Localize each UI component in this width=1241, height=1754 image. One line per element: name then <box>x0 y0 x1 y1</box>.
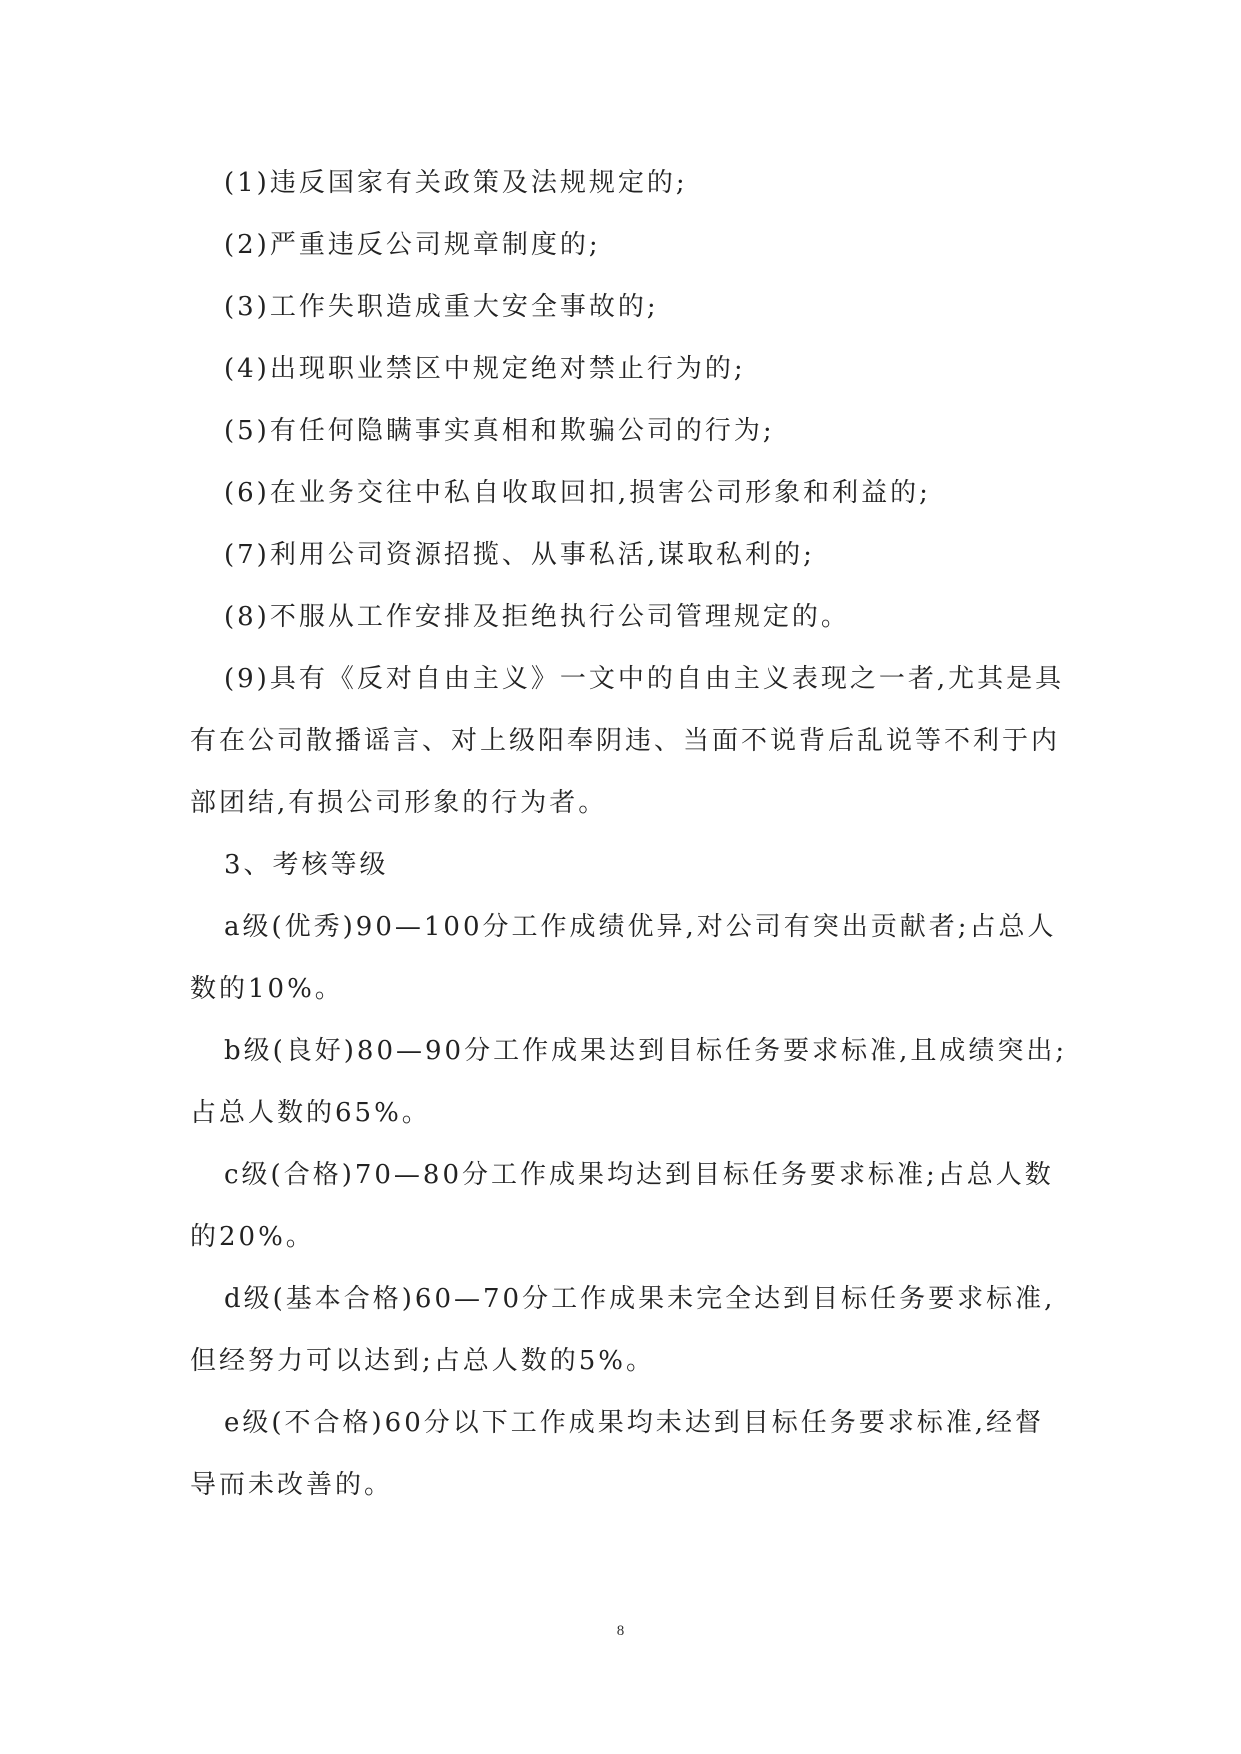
grade-d-paragraph: d级(基本合格)60—70分工作成果未完全达到目标任务要求标准,但经努力可以达到;占总人数的5%。 <box>190 1284 1056 1376</box>
document-body <box>190 152 1070 1516</box>
page-number: 8 <box>616 1623 625 1639</box>
grade-e-paragraph: e级(不合格)60分以下工作成果均未达到目标任务要求标准,经督导而未改善的。 <box>190 1408 1045 1500</box>
list-item-3: (3)工作失职造成重大安全事故的; <box>224 292 659 322</box>
list-item-2: (2)严重违反公司规章制度的; <box>224 230 601 260</box>
list-item-8: (8)不服从工作安排及拒绝执行公司管理规定的。 <box>224 602 850 632</box>
list-item-4: (4)出现职业禁区中规定绝对禁止行为的; <box>224 354 746 384</box>
list-item-5: (5)有任何隐瞒事实真相和欺骗公司的行为; <box>224 416 775 446</box>
grade-c-paragraph: c级(合格)70—80分工作成果均达到目标任务要求标准;占总人数的20%。 <box>190 1160 1054 1252</box>
list-item-1: (1)违反国家有关政策及法规规定的; <box>224 168 688 198</box>
grade-b-paragraph: b级(良好)80—90分工作成果达到目标任务要求标准,且成绩突出;占总人数的65%。 <box>190 1036 1068 1128</box>
list-item-7: (7)利用公司资源招揽、从事私活,谋取私利的; <box>224 540 815 570</box>
list-item-9: (9)具有《反对自由主义》一文中的自由主义表现之一者,尤其是具有在公司散播谣言、对上级阳奉阴违、当面不说背后乱说等不利于内部团结,有损公司形象的行为者。 <box>190 664 1065 818</box>
section-heading-assessment-levels: 3、考核等级 <box>224 850 389 880</box>
grade-a-paragraph: a级(优秀)90—100分工作成绩优异,对公司有突出贡献者;占总人数的10%。 <box>190 912 1057 1004</box>
list-item-6: (6)在业务交往中私自收取回扣,损害公司形象和利益的; <box>224 478 931 508</box>
